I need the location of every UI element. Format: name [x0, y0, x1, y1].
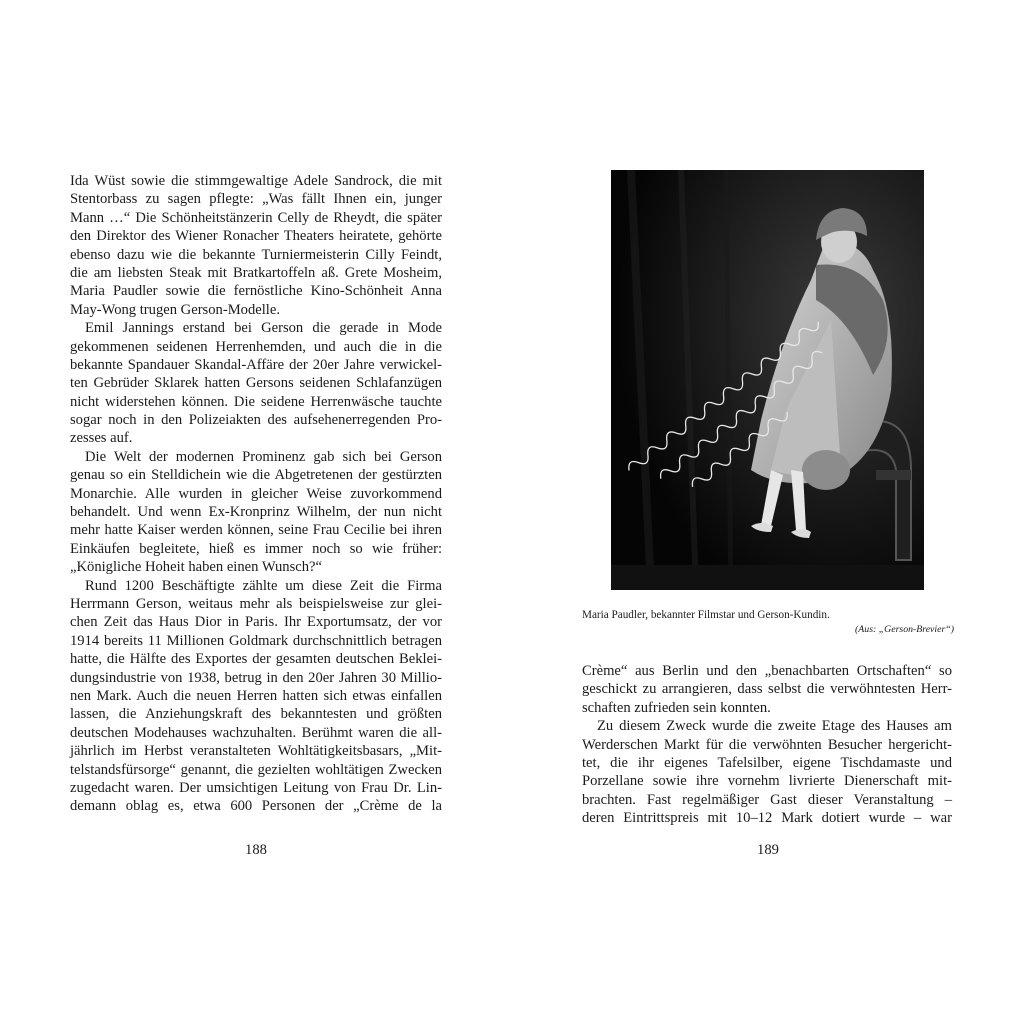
left-text-column [70, 172, 442, 816]
text-line: brachten. Fast regelmäßiger Gast dieser Veranstaltung – [582, 791, 952, 808]
text-line: Stentorbass zu sagen pflegte: „Was fällt Ihnen ein, junger [70, 191, 442, 208]
right-page [512, 0, 1024, 1024]
text-line: Rund 1200 Beschäftigte zählte um diese Zeit die Firma [85, 577, 442, 594]
text-line: Die Welt der modernen Prominenz gab sich bei Gerson [85, 448, 442, 465]
text-line: Werderschen Markt für die verwöhnten Besucher hergericht- [582, 736, 952, 753]
photo-illustration [611, 170, 924, 590]
text-line: 1914 bereits 11 Millionen Goldmark durchschnittlich betragen [70, 632, 442, 649]
text-line: Maria Paudler sowie die fernöstliche Kino-Schönheit Anna [70, 283, 442, 300]
text-line: genau so ein Stelldichein wie die Abgetretenen der gestürzten [70, 467, 442, 484]
text-line: Crème“ aus Berlin und den „benachbarten Ortschaften“ so [582, 663, 952, 679]
text-line: „Königliche Hoheit haben einen Wunsch?“ [70, 559, 323, 576]
text-line: jährlich im Herbst veranstalteten Wohltätigkeitsbasars, „Mit- [70, 743, 442, 760]
text-line: deren Eintrittspreis mit 10–12 Mark dotiert wurde – war [582, 810, 952, 827]
text-line: Porzellane sowie ihre vornehm livrierte Dienerschaft mit- [582, 773, 952, 790]
text-line: die am liebsten Steak mit Bratkartoffeln aß. Grete Mosheim, [70, 264, 442, 281]
text-line: zesses auf. [70, 430, 133, 447]
text-line: nicht widerstehen können. Die seidene Herrenwäsche tauchte [70, 393, 442, 410]
text-line: Ida Wüst sowie die stimmgewaltige Adele Sandrock, die mit [70, 173, 442, 189]
text-line: behandelt. Und wenn Ex-Kronprinz Wilhelm, der nun nicht [70, 504, 442, 521]
page-number: 188 [245, 842, 267, 858]
text-line: sogar noch in den Polizeiakten des aufsehenerregenden Pro- [70, 412, 442, 429]
text-line: Mann …“ Die Schönheitstänzerin Celly de Rheydt, die später [70, 209, 442, 226]
text-line: mehr hatte Kaiser werden können, seine Frau Cecilie bei ihren [70, 522, 442, 539]
text-line: gekommenen seidenen Herrenhemden, und auch die in die [70, 338, 442, 355]
text-line: zugedacht waren. Der umsichtigen Leitung von Frau Dr. Lin- [70, 779, 442, 796]
text-line: lassen, die Anziehungskraft des bekanntesten und größten [70, 706, 442, 723]
text-line: deutschen Modehauses wachzuhalten. Berühmt waren die all- [70, 724, 442, 741]
page-number: 189 [757, 842, 779, 858]
text-line: ebenso dazu wie die bekannte Turniermeisterin Cilly Feindt, [70, 246, 442, 263]
text-line: schaften zufrieden sein konnten. [582, 699, 771, 716]
text-line: den Direktor des Wiener Ronacher Theaters heiratete, gehörte [70, 228, 442, 245]
right-text-column [582, 662, 952, 828]
text-line: Zu diesem Zweck wurde die zweite Etage des Hauses am [597, 718, 952, 735]
photo-maria-paudler [611, 170, 924, 590]
text-line: demann oblag es, etwa 600 Personen der „Crème de la [70, 798, 442, 815]
text-line: Herrmann Gerson, weitaus mehr als beispielsweise zur glei- [70, 595, 442, 612]
text-line: dungsindustrie von 1938, betrug in den 20er Jahren 30 Millio- [70, 669, 442, 686]
photo-caption: Maria Paudler, bekannter Filmstar und Gerson-Kundin. [582, 609, 830, 621]
text-line: geschickt zu arrangieren, dass selbst die verwöhntesten Herr- [582, 681, 952, 698]
text-line: Monarchie. Alle wurden in gleicher Weise zuvorkommend [70, 485, 442, 502]
text-line: May-Wong trugen Gerson-Modelle. [70, 301, 280, 318]
text-line: ten Gebrüder Sklarek hatten Gersons seidenen Schlafanzügen [70, 375, 442, 392]
text-line: chen Zeit das Haus Dior in Paris. Ihr Exportumsatz, der vor [70, 614, 442, 631]
text-line: bekannte Spandauer Skandal-Affäre der 20er Jahre verwickel- [70, 356, 442, 373]
photo-source: (Aus: „Gerson-Brevier“) [855, 624, 954, 635]
text-line: hatte, die Hälfte des Exportes der gesamten deutschen Beklei- [70, 651, 442, 668]
text-line: Emil Jannings erstand bei Gerson die gerade in Mode [85, 320, 442, 337]
text-line: nen Mark. Auch die neuen Herren hatten sich etwas einfallen [70, 687, 442, 704]
text-line: telstandsfürsorge“ genannt, die gezielten wohltätigen Zwecken [70, 761, 442, 778]
text-line: Einkäufen begleitete, hieß es immer noch so wie früher: [70, 540, 442, 557]
text-line: tet, die ihr eigenes Tafelsilber, eigene Tischdamaste und [582, 754, 952, 771]
